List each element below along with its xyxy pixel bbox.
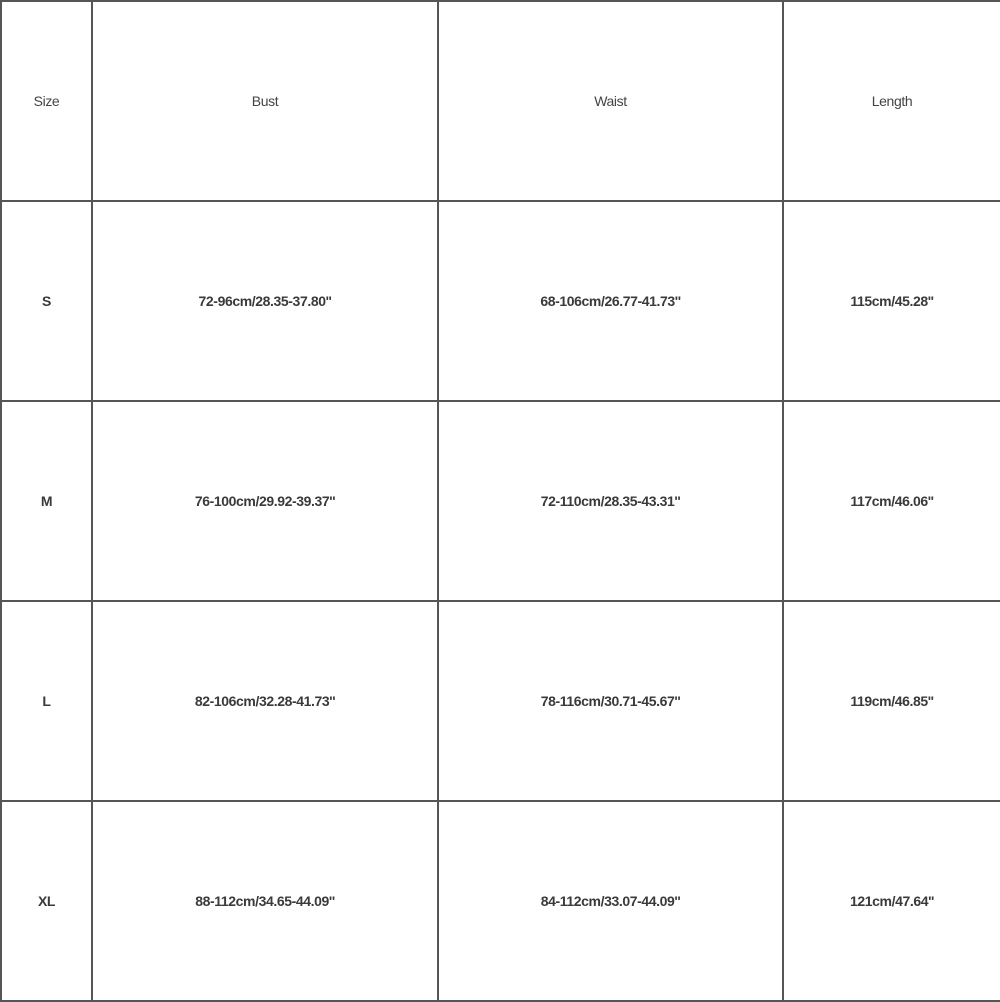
cell-waist: 68-106cm/26.77-41.73'' [438, 201, 783, 401]
table-row [1, 401, 1000, 601]
header-row [1, 1, 1000, 201]
cell-length: 121cm/47.64'' [783, 801, 1000, 1001]
cell-bust: 72-96cm/28.35-37.80'' [92, 201, 438, 401]
cell-bust: 88-112cm/34.65-44.09'' [92, 801, 438, 1001]
cell-size: XL [1, 801, 92, 1001]
cell-bust: 82-106cm/32.28-41.73'' [92, 601, 438, 801]
cell-size: S [1, 201, 92, 401]
table-header [1, 1, 1000, 201]
header-length: Length [783, 1, 1000, 201]
table-row [1, 201, 1000, 401]
header-size: Size [1, 1, 92, 201]
cell-length: 117cm/46.06'' [783, 401, 1000, 601]
cell-waist: 72-110cm/28.35-43.31'' [438, 401, 783, 601]
cell-size: L [1, 601, 92, 801]
cell-length: 115cm/45.28'' [783, 201, 1000, 401]
table-row [1, 801, 1000, 1001]
cell-bust: 76-100cm/29.92-39.37'' [92, 401, 438, 601]
header-waist: Waist [438, 1, 783, 201]
cell-size: M [1, 401, 92, 601]
cell-waist: 84-112cm/33.07-44.09'' [438, 801, 783, 1001]
cell-waist: 78-116cm/30.71-45.67'' [438, 601, 783, 801]
header-bust: Bust [92, 1, 438, 201]
table-body [1, 201, 1000, 1001]
cell-length: 119cm/46.85'' [783, 601, 1000, 801]
table-row [1, 601, 1000, 801]
